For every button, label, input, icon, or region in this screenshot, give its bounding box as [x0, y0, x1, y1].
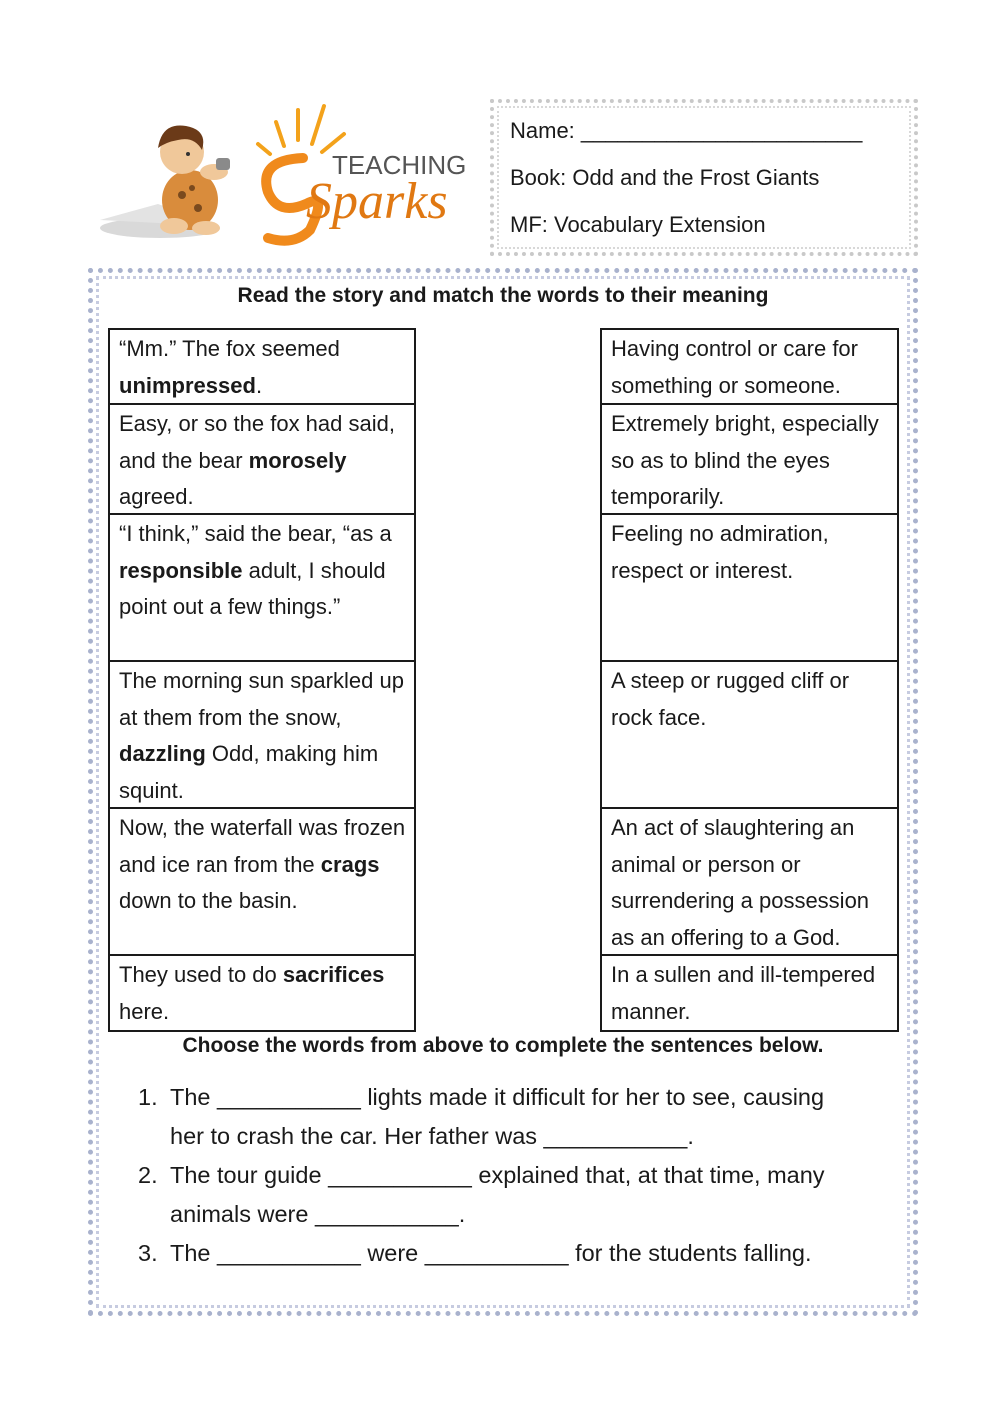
vocab-word: dazzling [119, 741, 206, 767]
book-line: Book: Odd and the Frost Giants [510, 165, 820, 190]
vocab-word: morosely [248, 447, 347, 473]
question-item [138, 1078, 898, 1156]
sentence-cell [110, 956, 414, 1030]
mf-line: MF: Vocabulary Extension [510, 212, 766, 237]
question-item [138, 1234, 898, 1273]
meaning-cell: Feeling no admiration, respect or interest. [602, 515, 897, 662]
sentence-text-after: adult, I should point out a few things.” [119, 557, 386, 620]
logo-line1: TEACHING [332, 150, 467, 180]
vocab-word: responsible [119, 557, 243, 583]
name-line[interactable] [510, 118, 862, 144]
sentence-text-after: Odd, making him squint. [119, 741, 379, 803]
question-number: 3. [138, 1240, 158, 1266]
question-line[interactable]: The ___________ were ___________ for the students falling. [170, 1240, 812, 1266]
meaning-cell: An act of slaughtering an animal or person or surrendering a possession as an offering to a God. [602, 809, 897, 956]
question-line[interactable]: The tour guide ___________ explained that, at that time, many [170, 1162, 825, 1188]
question-line[interactable]: The ___________ lights made it difficult for her to see, causing [170, 1084, 825, 1110]
sentence-text-after: agreed. [119, 484, 194, 510]
name-label: Name: [510, 118, 575, 143]
caveman-mascot-icon [98, 100, 478, 250]
sentence-text-before: “Mm.” The fox seemed [119, 336, 340, 361]
question-number: 2. [138, 1162, 158, 1188]
sentence-cell [110, 809, 414, 956]
meaning-cell: In a sullen and ill-tempered manner. [611, 962, 876, 1024]
meaning-cell: Extremely bright, especially so as to blind the eyes temporarily. [602, 405, 897, 515]
question-number: 1. [138, 1084, 158, 1110]
teaching-sparks-logo [98, 100, 478, 250]
section1-heading: Read the story and match the words to their meaning [237, 284, 769, 307]
sentence-cell [110, 405, 414, 515]
sentence-text-before: “I think,” said the bear, “as a [119, 521, 392, 546]
question-line[interactable]: her to crash the car. Her father was ___________. [170, 1123, 694, 1149]
logo-line2: Sparks [306, 173, 448, 230]
section2-heading: Choose the words from above to complete the sentences below. [182, 1034, 824, 1057]
sentence-cell [110, 515, 414, 662]
name-blank: _______________________ [580, 118, 863, 143]
meanings-column [600, 328, 899, 1032]
sentence-text-before: The morning sun sparkled up at them from the snow, [119, 668, 404, 730]
sentence-text-before: Easy, or so the fox had said, and the bear [119, 411, 395, 473]
meaning-cell: A steep or rugged cliff or rock face. [602, 662, 897, 809]
sentence-text-before: Now, the waterfall was frozen and ice ran from the [119, 815, 406, 877]
sentence-text-after: here. [119, 998, 170, 1024]
vocab-word: crags [320, 851, 380, 877]
sentence-text-after: down to the basin. [119, 888, 298, 914]
meaning-cell: Having control or care for something or someone. [602, 330, 897, 405]
sentence-text-after: . [255, 372, 263, 398]
vocab-word: sacrifices [282, 962, 385, 987]
vocab-word: unimpressed [119, 372, 256, 398]
fill-in-questions [138, 1078, 898, 1273]
student-info-box [490, 99, 918, 256]
sentence-text-before: They used to do [119, 962, 283, 987]
sentence-cell [110, 330, 414, 405]
question-item [138, 1156, 898, 1234]
sentence-cell [110, 662, 414, 809]
question-line[interactable]: animals were ___________. [170, 1201, 466, 1227]
sentences-column [108, 328, 416, 1032]
